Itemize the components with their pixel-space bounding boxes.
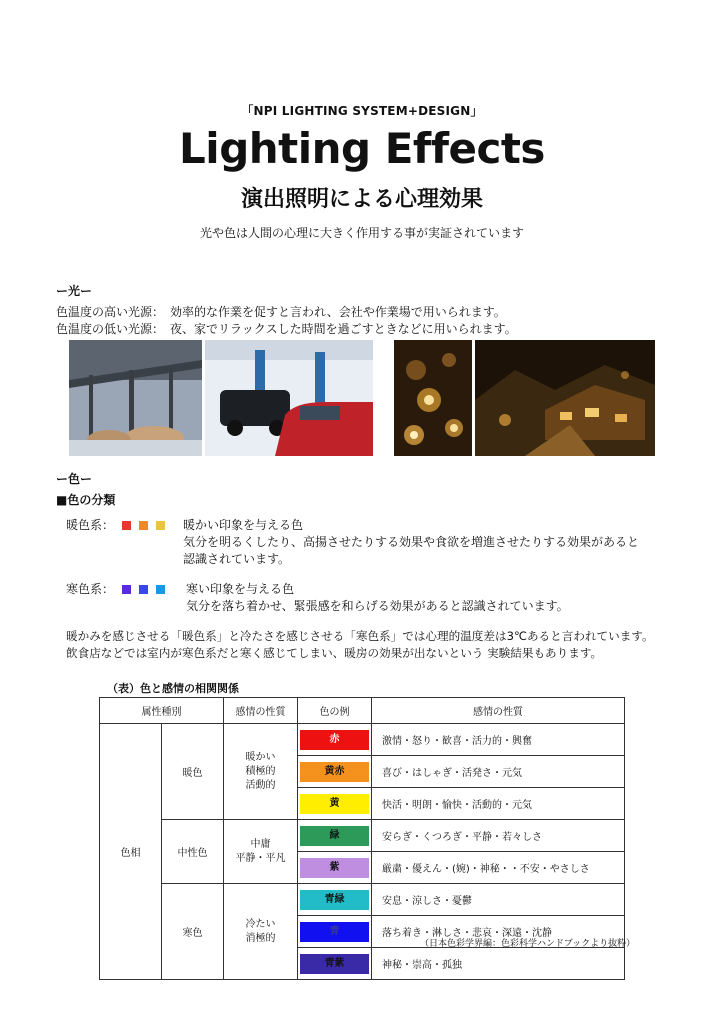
color-example-cell: [298, 948, 372, 980]
header-nature: 感情の性質: [224, 698, 298, 724]
page-subtitle: 演出照明による心理効果: [240, 187, 483, 212]
warm-swatch-yellow: [156, 521, 165, 530]
feeling-cell: 厳粛・優えん・(婉)・神秘・・不安・やさしさ: [372, 852, 625, 884]
group-nature-cell: 暖かい 積極的 活動的: [224, 724, 298, 820]
warm-swatch-orange: [139, 521, 148, 530]
cool-swatch-blue: [139, 585, 148, 594]
color-example-cell: [298, 788, 372, 820]
color-chip: 紫: [300, 858, 369, 878]
table-row: [100, 884, 625, 916]
feeling-cell: 神秘・崇高・孤独: [372, 948, 625, 980]
color-chip: 黄赤: [300, 762, 369, 782]
color-chip: 赤: [300, 730, 369, 750]
garage-photo: [205, 340, 373, 456]
lead-text: 光や色は人間の心理に大きく作用する事が実証されています: [199, 226, 524, 240]
table-header-row: [100, 698, 625, 724]
group-name-cell: 暖色: [162, 724, 224, 820]
header-attr: 属性種別: [100, 698, 224, 724]
night-village-photo: [475, 340, 655, 456]
summary-line-2: 飲食店などでは室内が寒色系だと寒く感じてしまい、暖房の効果が出ないという 実験結果もあります。: [66, 646, 603, 660]
summary-line-1: 暖かみを感じさせる「暖色系」と冷たさを感じさせる「寒色系」では心理的温度差は3℃あると言われています。: [66, 629, 654, 643]
cool-desc-2: 気分を落ち着かせ、緊張感を和らげる効果があると認識されています。: [186, 599, 569, 613]
feeling-cell: 安息・涼しさ・憂鬱: [372, 884, 625, 916]
warm-desc-2: 気分を明るくしたり、高揚させたりする効果や食欲を増進させたりする効果があると: [183, 535, 640, 549]
color-section-heading: ー色ー: [56, 472, 93, 486]
color-example-cell: [298, 724, 372, 756]
header-feeling: 感情の性質: [372, 698, 625, 724]
feeling-cell: 落ち着き・淋しさ・悲哀・深遠・沈静: [372, 916, 625, 948]
warm-swatch-red: [122, 521, 131, 530]
table-row: [100, 820, 625, 852]
warm-label: 暖色系：: [66, 518, 115, 532]
color-chip: 黄: [300, 794, 369, 814]
group-name-cell: 寒色: [162, 884, 224, 980]
group-name-cell: 中性色: [162, 820, 224, 884]
feeling-cell: 激情・怒り・歓喜・活力的・興奮: [372, 724, 625, 756]
color-example-cell: [298, 916, 372, 948]
color-example-cell: [298, 884, 372, 916]
feeling-cell: 快活・明朗・愉快・活動的・元気: [372, 788, 625, 820]
color-chip: 青緑: [300, 890, 369, 910]
table-caption: （表）色と感情の相関関係: [107, 682, 239, 695]
warm-label-row: [66, 516, 165, 533]
header-color-example: 色の例: [298, 698, 372, 724]
color-classification-label: ■色の分類: [56, 493, 116, 507]
color-chip: 青: [300, 922, 369, 942]
cool-swatch-violet: [122, 585, 131, 594]
group-nature-cell: 中庸 平静・平凡: [224, 820, 298, 884]
candle-photo: [394, 340, 472, 456]
table-source: （日本色彩学界編：色彩科学ハンドブックより抜粋）: [420, 939, 636, 949]
cool-label: 寒色系：: [66, 582, 115, 596]
cool-desc-1: 寒い印象を与える色: [186, 582, 295, 596]
warm-desc-1: 暖かい印象を与える色: [183, 518, 304, 532]
color-example-cell: [298, 820, 372, 852]
factory-photo: [69, 340, 202, 456]
table-row: [100, 724, 625, 756]
page-title: Lighting Effects: [179, 124, 545, 173]
color-example-cell: [298, 852, 372, 884]
color-chip: 青紫: [300, 954, 369, 974]
cool-label-row: [66, 580, 165, 597]
brand-label: 「NPI LIGHTING SYSTEM+DESIGN」: [241, 104, 483, 118]
attr-cell: 色相: [100, 724, 162, 980]
feeling-cell: 安らぎ・くつろぎ・平静・若々しさ: [372, 820, 625, 852]
warm-desc-3: 認識されています。: [183, 552, 291, 566]
color-chip: 緑: [300, 826, 369, 846]
group-nature-cell: 冷たい 消極的: [224, 884, 298, 980]
light-line-low: 色温度の低い光源： 夜、家でリラックスした時間を過ごすときなどに用いられます。: [56, 322, 517, 336]
light-section-heading: ー光ー: [56, 284, 93, 298]
feeling-cell: 喜び・はしゃぎ・活発さ・元気: [372, 756, 625, 788]
light-line-high: 色温度の高い光源： 効率的な作業を促すと言われ、会社や作業場で用いられます。: [56, 305, 506, 319]
color-example-cell: [298, 756, 372, 788]
cool-swatch-sky: [156, 585, 165, 594]
